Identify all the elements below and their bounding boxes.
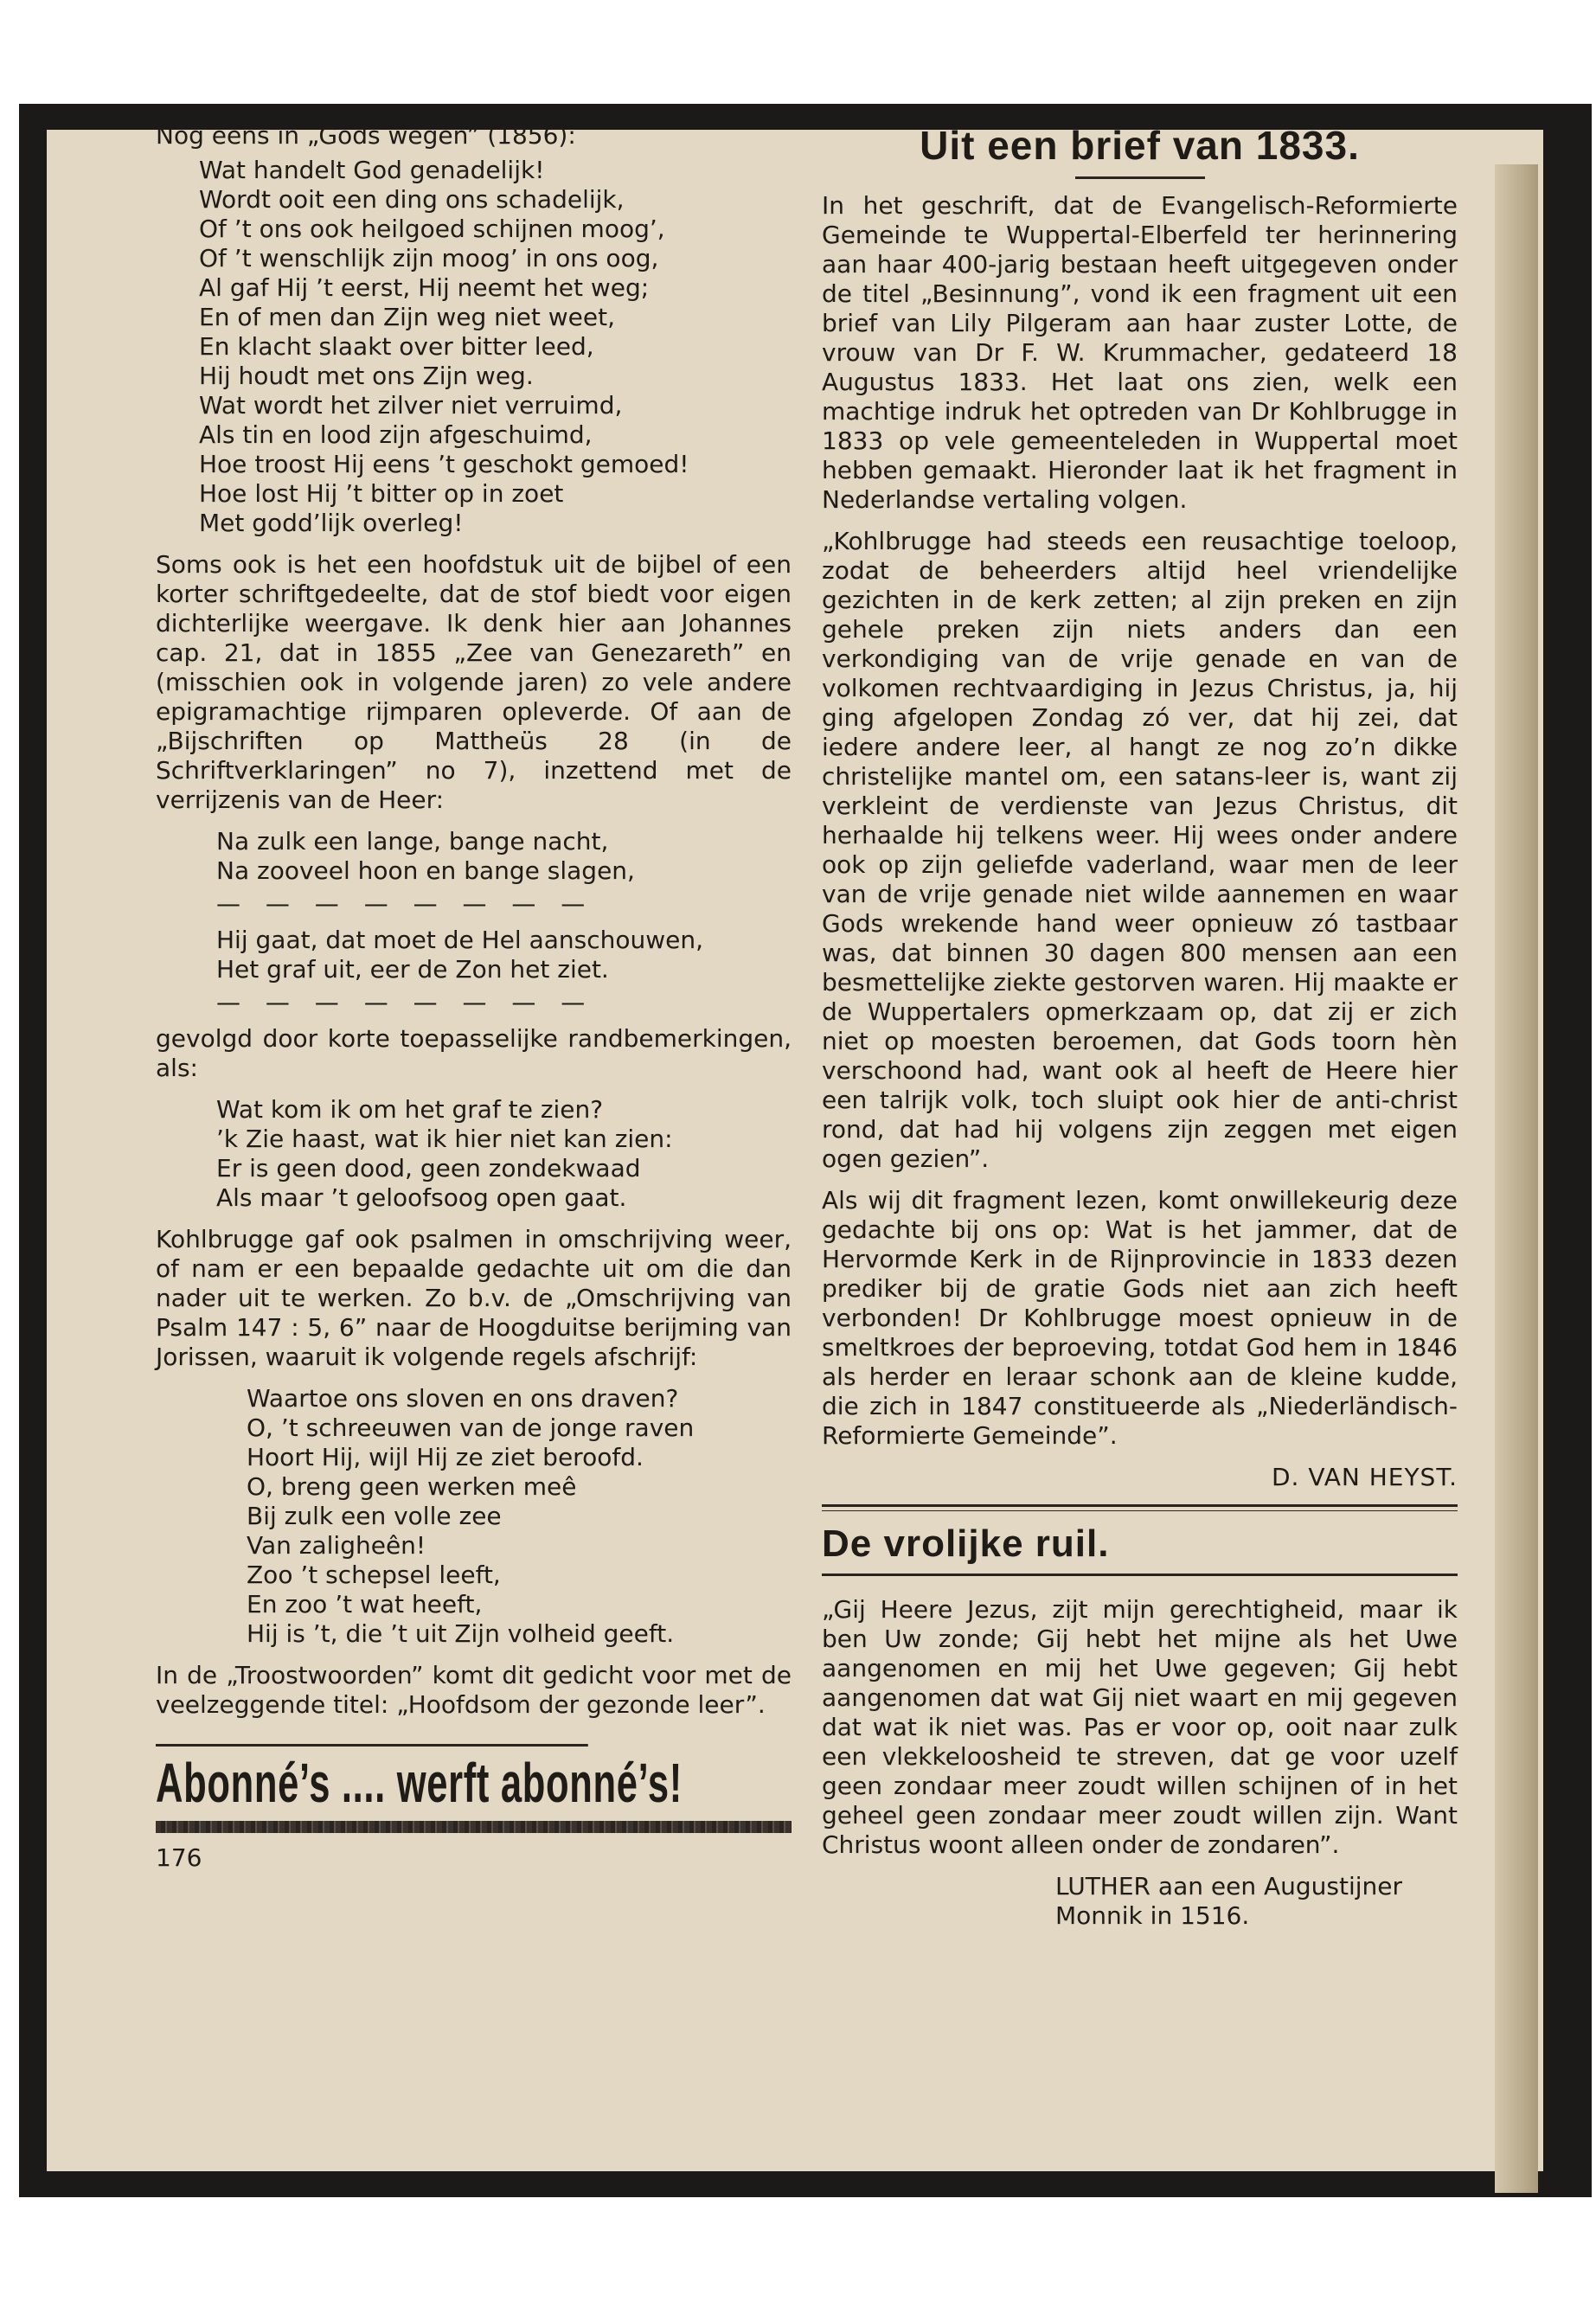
article-title-ruil: De vrolijke ruil. — [822, 1522, 1110, 1565]
right-column — [822, 121, 1458, 1931]
paragraph-kohlbrugge-quote: „Kohlbrugge had steeds een reusachtige toeloop, zodat de beheerders altijd heel vriendelijke gezichten in de kerk zetten; al zijn preken en zijn gehele preken zijn niets anders dan een verkondiging van de vrije genade en van de volkomen rechtvaardiging in Jezus Christus, ja, hij ging afgelopen Zondag zó ver, dat hij zei, dat iedere andere leer, al hangt ze nog zo’n dikke christelijke mantel om, een satans-leer is, want zij verkleint de verdienste van Jezus Christus, dit herhaalde hij telkens weer. Hij wees onder andere ook op zijn geliefde vaderland, waar men de leer van de vrije genade niet wilde aannemen en waar Gods wrekende hand weer opnieuw zó tastbaar was, dat binnen 30 dagen 800 mensen aan een besmettelijke ziekte gestorven waren. Hij maakte er de Wuppertalers opmerkzaam op, dat zij er zich niet op moesten beroemen, dat Gods toorn hèn verschoond had, want ook al heeft de Heere hier een talrijk volk, toch sluipt ook hier de anti-christ rond, dat had hij volgens zijn zeggen met eigen ogen gezien”. — [822, 527, 1458, 1173]
paragraph-troostwoorden: In de „Troostwoorden” komt dit gedicht voor met de veelzeggende titel: „Hoofdsom der gezonde leer”. — [156, 1661, 792, 1719]
paragraph-randbemerkingen: gevolgd door korte toepasselijke randbemerkingen, als: — [156, 1024, 792, 1082]
poem-gods-wegen: Wat handelt God genadelijk! Wordt ooit een ding ons schadelijk, Of ’t ons ook heilgoed schijnen moog’, Of ’t wenschlijk zijn moog’ in ons oog, Al gaf Hij ’t eerst, Hij neemt het weg; En of men dan Zijn weg niet weet, En klacht slaakt over bitter leed, Hij houdt met ons Zijn weg. Wat wordt het zilver niet verruimd, Als tin en lood zijn afgeschuimd, Hoe troost Hij eens ’t geschokt gemoed! Hoe lost Hij ’t bitter op in zoet Met godd’lijk overleg! — [199, 156, 689, 537]
poem-hel: Hij gaat, dat moet de Hel aanschouwen, Het graf uit, eer de Zon het ziet. — [216, 926, 704, 984]
page-number: 176 — [156, 1843, 202, 1872]
slogan-banner: Abonné’s .... werft abonné’s! — [156, 1744, 588, 1816]
section-divider — [822, 1504, 1458, 1511]
signature: D. VAN HEYST. — [1271, 1463, 1458, 1491]
poem-psalm-147: Waartoe ons sloven en ons draven? O, ’t schreeuwen van de jonge raven Hoort Hij, wijl Hij ze ziet beroofd. O, breng geen werken meê Bij zulk een volle zee Van zaligheên! Zoo ’t schepsel leeft, En zoo ’t wat heeft, Hij is ’t, die ’t uit Zijn volheid geeft. — [247, 1384, 695, 1648]
paragraph-conclusie: Als wij dit fragment lezen, komt onwillekeurig deze gedachte bij ons op: Wat is het jammer, dat de Hervormde Kerk in de Rijnprovincie in 1833 dezen prediker bij de gratie Gods niet aan zich heeft verbonden! Dr Kohlbrugge moest opnieuw in de smeltkroes der beproeving, totdat God hem in 1846 als herder en leraar schonk aan de kleine kudde, die zich in 1847 constitueerde als „Niederländisch-Reformierte Gemeinde”. — [822, 1186, 1458, 1450]
attribution-luther: LUTHER aan een Augustijner Monnik in 1516. — [1055, 1872, 1402, 1930]
slogan-underline — [156, 1821, 792, 1833]
paragraph-luther-quote: „Gij Heere Jezus, zijt mijn gerechtigheid, maar ik ben Uw zonde; Gij hebt het mijne als het Uwe aangenomen en mij het Uwe gegeven; Gij hebt aangenomen dat wat Gij niet waart en mij gegeven dat wat ik niet was. Pas er voor op, ooit naar zulk een vlekkeloosheid te streven, dat ge voor uzelf geen zondaar meer zoudt willen schijnen of in het geheel geen zondaar meer zoudt willen zijn. Want Christus woont alleen onder de zondaren”. — [822, 1595, 1458, 1859]
paragraph-psalmen: Kohlbrugge gaf ook psalmen in omschrijving weer, of nam er een bepaalde gedachte uit om die dan nader uit te werken. Zo b.v. de „Omschrijving van Psalm 147 : 5, 6” naar de Hoogduitse berijming van Jorissen, waaruit ik volgende regels afschrijf: — [156, 1225, 792, 1371]
dash-separator: — — — — — — — — — [216, 889, 594, 918]
paragraph-besinnung: In het geschrift, dat de Evangelisch-Reformierte Gemeinde te Wuppertal-Elberfeld ter herinnering aan haar 400-jarig bestaan heeft uitgegeven onder de titel „Besinnung”, vond ik een fragment uit een brief van Lily Pilgeram aan haar zuster Lotte, de vrouw van Dr F. W. Krummacher, gedateerd 18 Augustus 1833. Het laat ons zien, welk een machtige indruk het optreden van Dr Kohlbrugge in 1833 op vele gemeenteleden in Wuppertal moet hebben gemaakt. Hieronder laat ik het fragment in Nederlandse vertaling volgen. — [822, 191, 1458, 514]
title-rule — [1075, 176, 1205, 179]
intro-line: Nog eens in „Gods wegen” (1856): — [156, 121, 576, 150]
dash-separator: — — — — — — — — — [216, 988, 594, 1016]
book-spine — [1495, 164, 1538, 2193]
left-column — [156, 121, 792, 1873]
title-rule — [822, 1574, 1458, 1576]
page-content — [156, 121, 1488, 2024]
poem-nacht: Na zulk een lange, bange nacht, Na zooveel hoon en bange slagen, — [216, 827, 635, 885]
article-title-brief: Uit een brief van 1833. — [920, 123, 1360, 168]
poem-graf: Wat kom ik om het graf te zien? ’k Zie haast, wat ik hier niet kan zien: Er is geen dood, geen zondekwaad Als maar ’t geloofsoog open gaat. — [216, 1095, 673, 1212]
paragraph-bijbel: Soms ook is het een hoofdstuk uit de bijbel of een korter schriftgedeelte, dat de stof biedt voor eigen dichterlijke weergave. Ik denk hier aan Johannes cap. 21, dat in 1855 „Zee van Genezareth” en (misschien ook in volgende jaren) zo vele andere epigramachtige rijmparen opleverde. Of aan de „Bijschriften op Mattheüs 28 (in de Schriftverklaringen” no 7), inzettend met de verrijzenis van de Heer: — [156, 550, 792, 814]
